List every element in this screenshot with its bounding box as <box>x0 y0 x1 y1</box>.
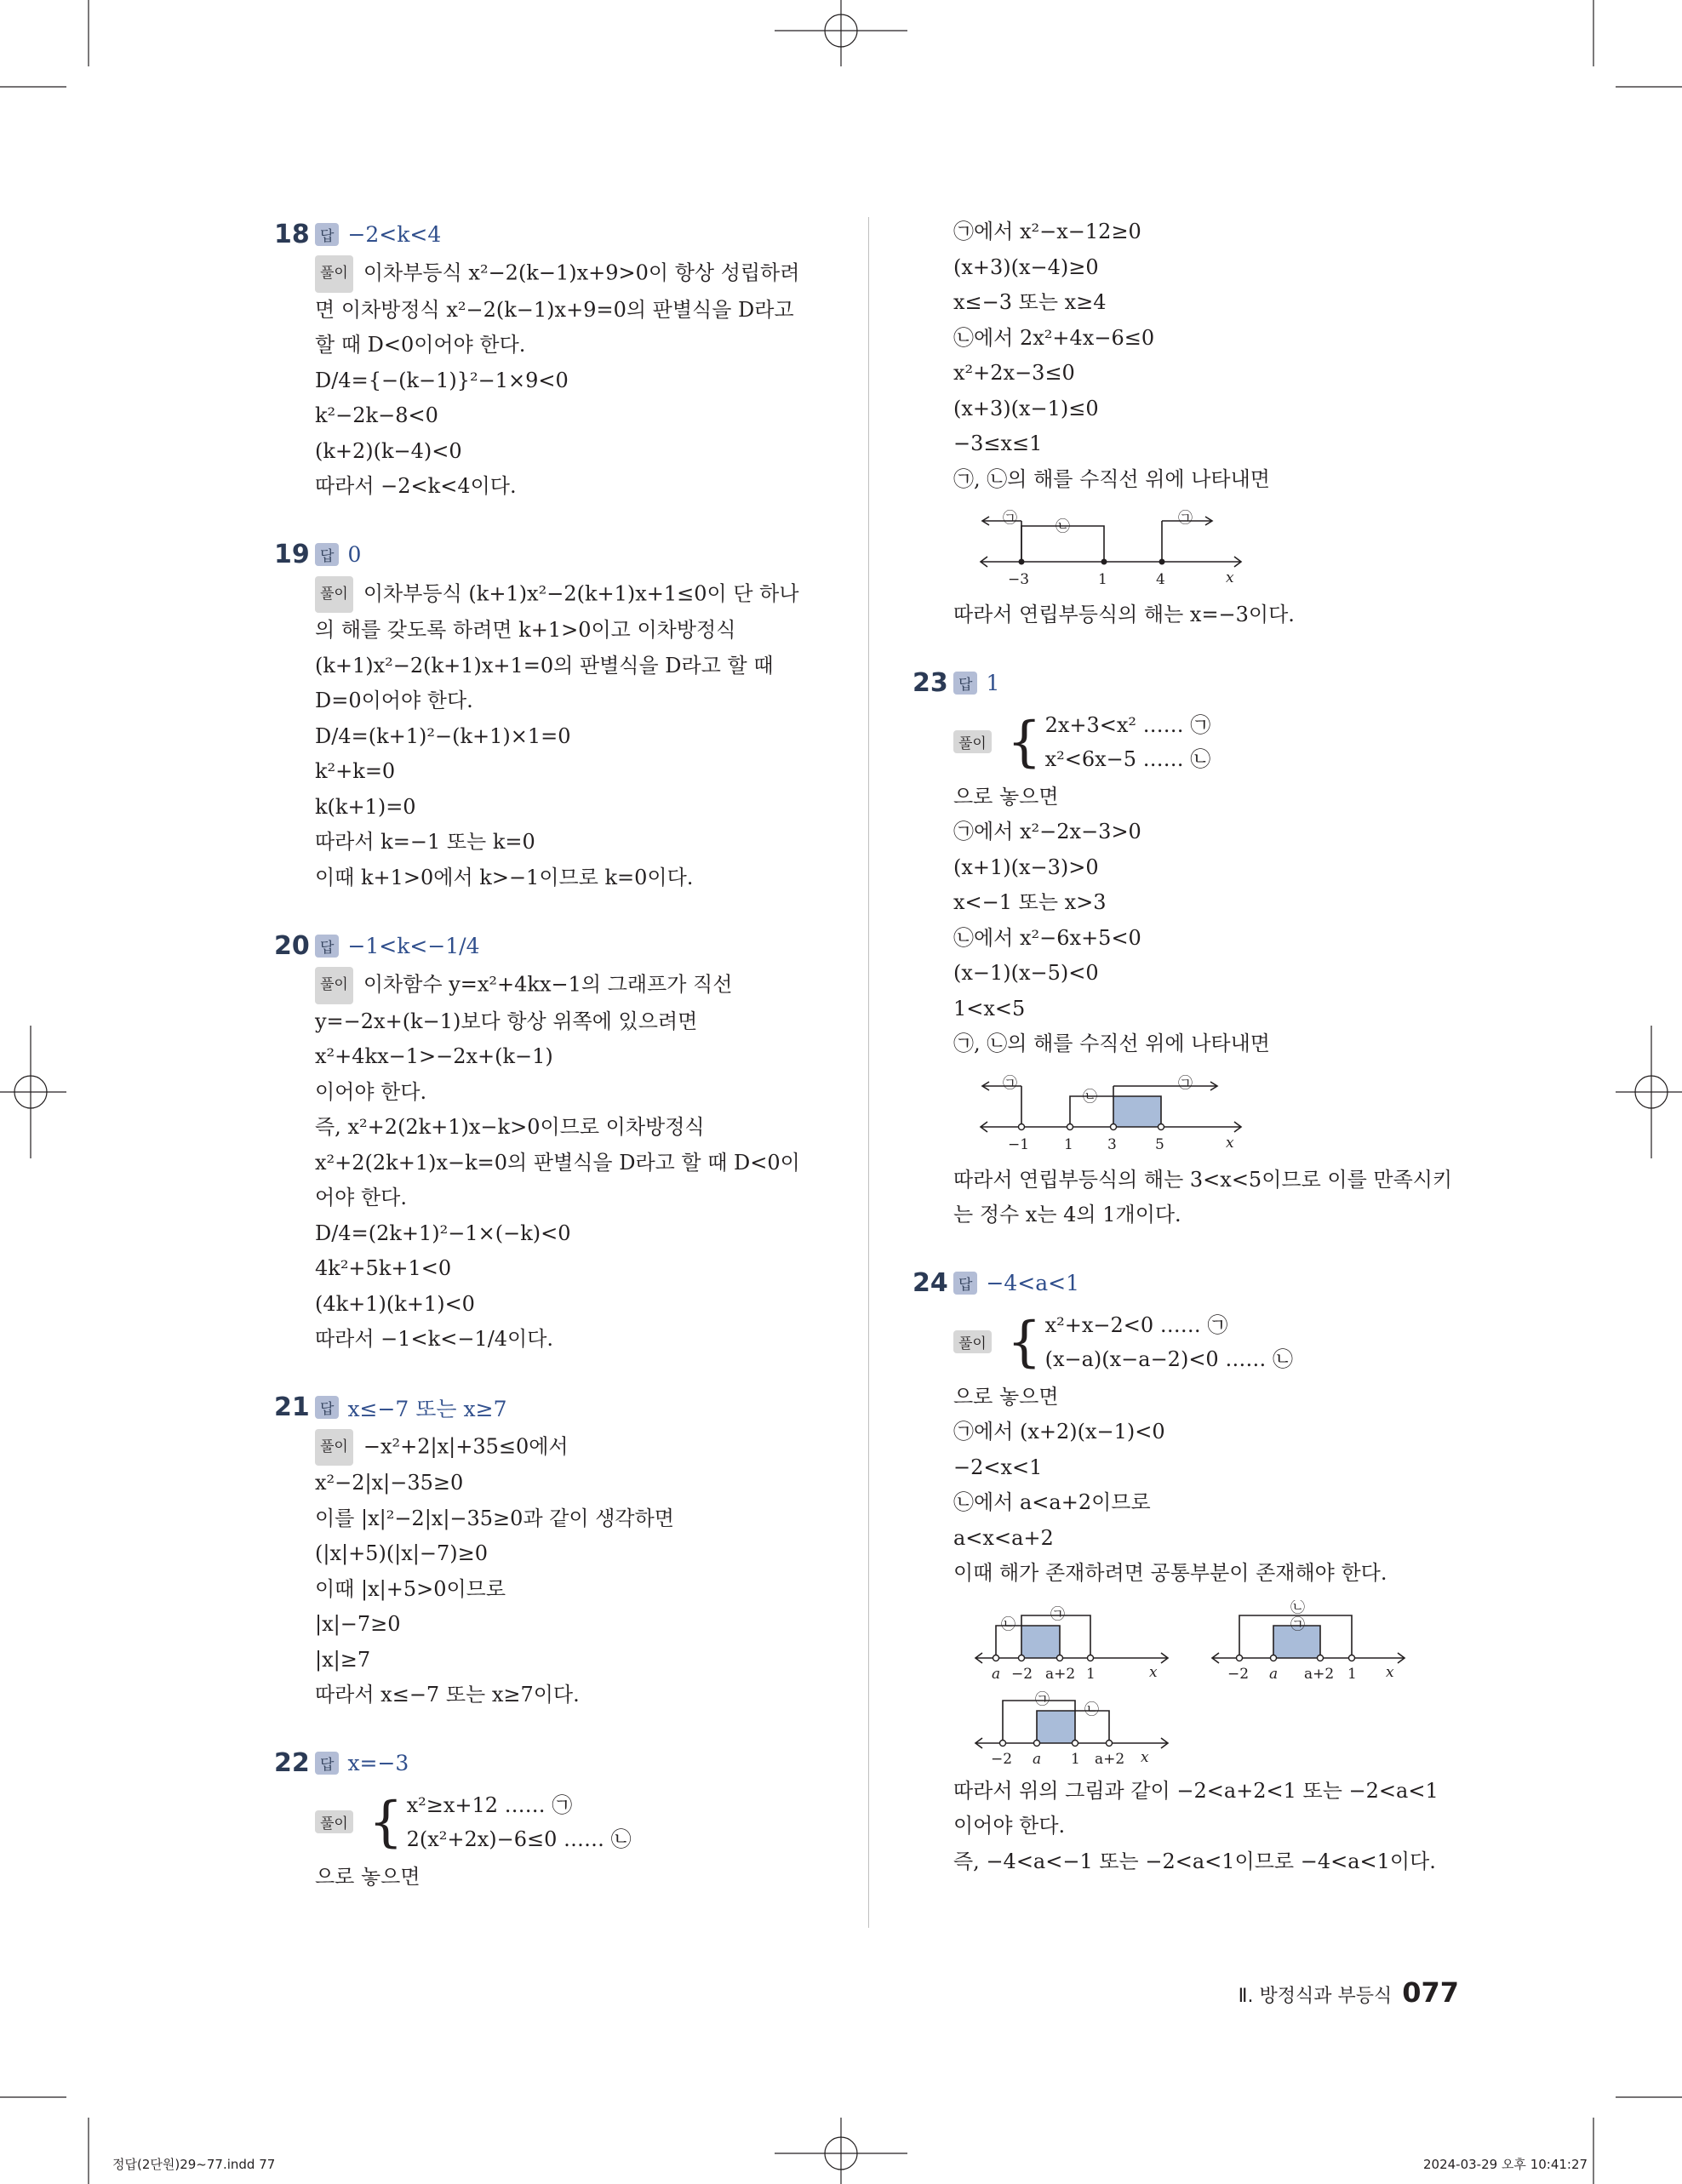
tag-label: ㉡ <box>1290 1599 1305 1616</box>
solution-line: 면 이차방정식 x²−2(k−1)x+9=0의 판별식을 D라고 <box>315 297 794 322</box>
solution-line: x²+4kx−1>−2x+(k−1) <box>315 1044 553 1068</box>
solution-line: ㉡에서 2x²+4x−6≤0 <box>953 325 1155 350</box>
tag-label: ㉠ <box>1050 1605 1065 1623</box>
brace: { <box>368 1790 403 1854</box>
axis-label: x <box>1141 1748 1149 1766</box>
tag-label: ㉠ <box>1003 1074 1017 1092</box>
solution-line: x²−2|x|−35≥0 <box>315 1471 464 1495</box>
solution-badge: 풀이 <box>315 967 353 1004</box>
solution-line: ㉠에서 x²−2x−3>0 <box>953 820 1141 843</box>
solution-line: 따라서 k=−1 또는 k=0 <box>315 830 535 854</box>
answer-text: −4<a<1 <box>986 1271 1079 1295</box>
solution-line: −x²+2|x|+35≤0에서 <box>363 1433 569 1458</box>
solution-line: 이차부등식 x²−2(k−1)x+9>0이 항상 성립하려 <box>363 260 800 285</box>
solution-line: (x+3)(x−1)≤0 <box>953 396 1099 420</box>
solution-line: |x|≥7 <box>315 1647 371 1672</box>
tick-label: 5 <box>1155 1135 1164 1153</box>
solution-line: (|x|+5)(|x|−7)≥0 <box>315 1541 489 1565</box>
axis-label: x <box>1226 569 1234 586</box>
solution-line: k²−2k−8<0 <box>315 403 438 427</box>
inequality-system <box>953 708 1474 776</box>
answer-text: x≤−7 또는 x≥7 <box>347 1396 507 1421</box>
problem-number: 22 <box>274 1748 310 1778</box>
solution-line: x²+2(2k+1)x−k=0의 판별식을 D라고 할 때 D<0이 <box>315 1150 800 1175</box>
problem-number: 19 <box>274 540 310 569</box>
answer-badge: 답 <box>315 543 339 566</box>
problem-number: 20 <box>274 930 310 961</box>
solution-line: y=−2x+(k−1)보다 항상 위쪽에 있으려면 <box>315 1009 698 1033</box>
answer-badge: 답 <box>315 1396 339 1419</box>
solution-line: 으로 놓으면 <box>315 1864 420 1889</box>
solution-line: 이때 k+1>0에서 k>−1이므로 k=0이다. <box>315 865 694 889</box>
tick-label: 1 <box>1071 1750 1080 1768</box>
solution-line: ㉠, ㉡의 해를 수직선 위에 나타내면 <box>953 1032 1270 1055</box>
answer-badge: 답 <box>953 672 977 695</box>
tag-label: ㉡ <box>1083 1088 1097 1106</box>
answer-badge: 답 <box>953 1272 977 1295</box>
tick-label: −2 <box>1011 1665 1033 1683</box>
solution-line: ㉡에서 x²−6x+5<0 <box>953 925 1141 950</box>
solution-badge: 풀이 <box>315 255 353 293</box>
problem-number: 18 <box>274 219 310 249</box>
answer-text: −1<k<−1/4 <box>347 933 480 958</box>
solution-line: D=0이어야 한다. <box>315 689 473 712</box>
system-row: x²+x−2<0 …… ㉠ <box>1044 1312 1228 1337</box>
tick-label: −2 <box>1227 1665 1250 1683</box>
solution-line: k(k+1)=0 <box>315 794 416 819</box>
brace: { <box>1006 1310 1042 1374</box>
solution-line: 즉, −4<a<−1 또는 −2<a<1이므로 −4<a<1이다. <box>953 1849 1436 1873</box>
problem-22 <box>274 1742 836 1895</box>
axis-label: x <box>1386 1663 1394 1681</box>
tick-label: a <box>1033 1750 1042 1768</box>
problem-18 <box>274 213 836 505</box>
solution-line: 따라서 위의 그림과 같이 −2<a+2<1 또는 −2<a<1 <box>953 1778 1439 1803</box>
solution-line: 따라서 연립부등식의 해는 x=−3이다. <box>953 603 1295 626</box>
solution-badge: 풀이 <box>315 1810 353 1833</box>
solution-line: 할 때 D<0이어야 한다. <box>315 333 526 357</box>
tick-label: a <box>992 1665 1001 1683</box>
solution-line: a<x<a+2 <box>953 1525 1054 1550</box>
inequality-system <box>315 1788 836 1856</box>
solution-line: 이차함수 y=x²+4kx−1의 그래프가 직선 <box>363 972 733 997</box>
system-row: x²<6x−5 …… ㉡ <box>1044 746 1211 771</box>
solution-line: 으로 놓으면 <box>953 784 1059 809</box>
solution-line: 어야 한다. <box>315 1186 407 1209</box>
page-number: 077 <box>1402 1976 1459 2009</box>
number-line-24-case1 <box>970 1600 1175 1684</box>
brace: { <box>1006 710 1042 774</box>
tick-label: 1 <box>1098 571 1107 588</box>
page-footer <box>1239 1976 1459 2009</box>
answer-text: −2<k<4 <box>347 221 442 247</box>
solution-line: (x+1)(x−3)>0 <box>953 855 1099 879</box>
tag-label: ㉠ <box>1178 510 1193 527</box>
problem-19 <box>274 534 836 896</box>
problem-20 <box>274 924 836 1358</box>
number-line-23 <box>970 1069 1251 1154</box>
answer-text: 0 <box>347 542 362 567</box>
solution-line: (4k+1)(k+1)<0 <box>315 1291 475 1316</box>
solution-badge: 풀이 <box>315 1429 353 1466</box>
tick-label: −2 <box>991 1750 1013 1768</box>
solution-line: 따라서 연립부등식의 해는 3<x<5이므로 이를 만족시키 <box>953 1167 1453 1192</box>
solution-line: 이를 |x|²−2|x|−35≥0과 같이 생각하면 <box>315 1506 674 1530</box>
number-line-22 <box>970 504 1251 589</box>
answer-badge: 답 <box>315 935 339 958</box>
solution-region <box>1113 1096 1161 1127</box>
system-row: 2(x²+2x)−6≤0 …… ㉡ <box>406 1827 632 1851</box>
solution-line: D/4=(2k+1)²−1×(−k)<0 <box>315 1221 571 1245</box>
solution-line: D/4={−(k−1)}²−1×9<0 <box>315 368 569 392</box>
solution-badge: 풀이 <box>315 576 353 614</box>
problem-22-continued <box>913 214 1474 633</box>
answer-badge: 답 <box>315 1752 339 1775</box>
solution-region <box>1037 1711 1075 1743</box>
problem-21 <box>274 1386 836 1713</box>
left-column <box>274 213 836 1924</box>
tick-label: a+2 <box>1045 1665 1076 1683</box>
tick-label: 1 <box>1064 1135 1073 1153</box>
solution-line: 는 정수 x는 4의 1개이다. <box>953 1203 1181 1226</box>
system-row: x²≥x+12 …… ㉠ <box>406 1792 573 1817</box>
answer-badge: 답 <box>315 223 339 246</box>
answer-text: x=−3 <box>347 1751 409 1775</box>
solution-line: 이때 |x|+5>0이므로 <box>315 1576 506 1601</box>
solution-line: ㉡에서 a<a+2이므로 <box>953 1490 1151 1514</box>
axis-label: x <box>1149 1663 1158 1681</box>
solution-line: 따라서 −2<k<4이다. <box>315 474 517 498</box>
number-line-24-case2 <box>1207 1600 1411 1684</box>
solution-line: −3≤x≤1 <box>953 432 1043 455</box>
problem-number: 23 <box>913 668 948 698</box>
problem-number: 21 <box>274 1392 310 1422</box>
solution-line: ㉠, ㉡의 해를 수직선 위에 나타내면 <box>953 466 1270 491</box>
solution-line: 으로 놓으면 <box>953 1384 1059 1409</box>
solution-line: 이차부등식 (k+1)x²−2(k+1)x+1≤0이 단 하나 <box>363 580 799 605</box>
tag-label: ㉠ <box>1290 1615 1305 1633</box>
tag-label: ㉠ <box>1003 510 1017 527</box>
tick-label: a+2 <box>1304 1665 1335 1683</box>
tick-label: a+2 <box>1095 1750 1125 1768</box>
solution-line: (k+1)x²−2(k+1)x+1=0의 판별식을 D라고 할 때 <box>315 653 774 677</box>
print-slug-file: 정답(2단원)29~77.indd 77 <box>112 2157 276 2172</box>
solution-line: x<−1 또는 x>3 <box>953 890 1107 914</box>
print-slug-datetime: 2024-03-29 오후 10:41:27 <box>1423 2157 1588 2172</box>
axis-label: x <box>1226 1134 1234 1152</box>
tag-label: ㉡ <box>1056 518 1070 535</box>
solution-line: 따라서 −1<k<−1/4이다. <box>315 1327 554 1351</box>
solution-line: −2<x<1 <box>953 1455 1043 1479</box>
solution-line: |x|−7≥0 <box>315 1612 401 1636</box>
answer-text: 1 <box>986 671 1000 695</box>
problem-number: 24 <box>913 1268 948 1298</box>
solution-line: 즉, x²+2(2k+1)x−k>0이므로 이차방정식 <box>315 1115 705 1139</box>
tag-label: ㉠ <box>1178 1074 1193 1092</box>
solution-line: 1<x<5 <box>953 996 1026 1021</box>
solution-line: x≤−3 또는 x≥4 <box>953 290 1107 314</box>
tag-label: ㉡ <box>1084 1701 1099 1718</box>
problem-23 <box>913 662 1474 1233</box>
tick-label: 3 <box>1107 1135 1117 1153</box>
number-line-24-case3 <box>970 1685 1175 1769</box>
solution-line: 따라서 x≤−7 또는 x≥7이다. <box>315 1683 580 1707</box>
solution-line: (x+3)(x−4)≥0 <box>953 254 1099 279</box>
solution-line: k²+k=0 <box>315 759 396 783</box>
solution-badge: 풀이 <box>953 730 992 753</box>
solution-line: ㉠에서 x²−x−12≥0 <box>953 220 1141 243</box>
problem-24 <box>913 1262 1474 1880</box>
solution-badge: 풀이 <box>953 1330 992 1353</box>
solution-line: ㉠에서 (x+2)(x−1)<0 <box>953 1420 1165 1444</box>
solution-region <box>1021 1626 1060 1658</box>
right-column <box>913 213 1474 1908</box>
solution-line: 4k²+5k+1<0 <box>315 1256 452 1280</box>
tick-label: −3 <box>1008 571 1030 588</box>
section-title: Ⅱ. 방정식과 부등식 <box>1238 1986 1393 2007</box>
solution-line: x²+2x−3≤0 <box>953 361 1075 385</box>
tag-label: ㉠ <box>1035 1690 1050 1708</box>
tick-label: 1 <box>1347 1665 1357 1683</box>
tick-label: 1 <box>1086 1665 1096 1683</box>
solution-line: (x−1)(x−5)<0 <box>953 961 1099 985</box>
tick-label: −1 <box>1008 1135 1030 1153</box>
solution-line: (k+2)(k−4)<0 <box>315 438 462 463</box>
solution-line: 이어야 한다. <box>953 1814 1066 1838</box>
column-divider <box>868 217 869 1928</box>
tick-label: a <box>1269 1665 1279 1683</box>
solution-line: D/4=(k+1)²−(k+1)×1=0 <box>315 723 571 748</box>
solution-line: 이어야 한다. <box>315 1079 427 1104</box>
solution-line: 이때 해가 존재하려면 공통부분이 존재해야 한다. <box>953 1561 1387 1585</box>
inequality-system <box>953 1308 1474 1376</box>
system-row: (x−a)(x−a−2)<0 …… ㉡ <box>1044 1346 1293 1371</box>
system-row: 2x+3<x² …… ㉠ <box>1044 712 1211 737</box>
solution-line: 의 해를 갖도록 하려면 k+1>0이고 이차방정식 <box>315 618 736 642</box>
tag-label: ㉡ <box>1001 1615 1015 1633</box>
tick-label: 4 <box>1156 571 1165 588</box>
